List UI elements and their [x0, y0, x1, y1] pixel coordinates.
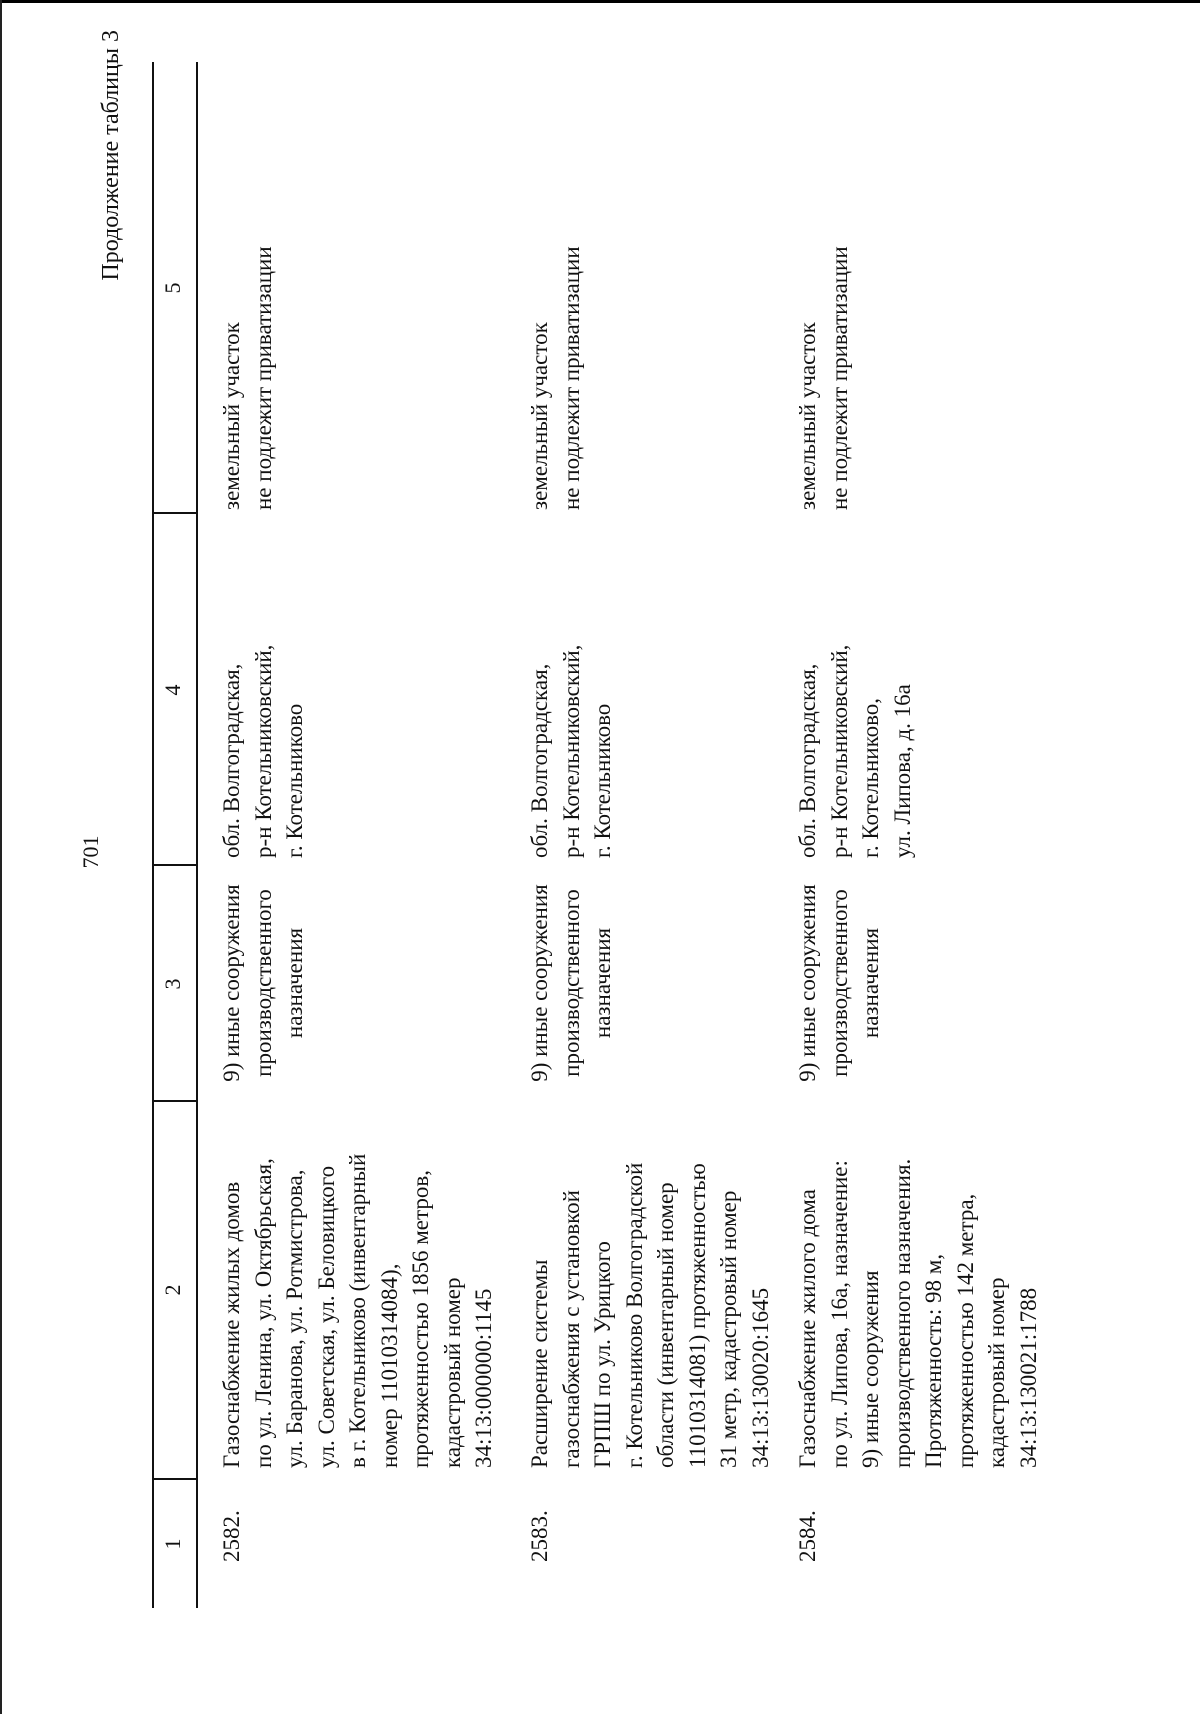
property-table: [152, 62, 1152, 1608]
header-col-5: 5: [160, 282, 185, 294]
header-col-2: 2: [160, 1284, 185, 1296]
object-name: Газоснабжение жилого дома по ул. Липова, 16а, назначение: 9) иные сооружения производственного назначения. Протяженность: 98 м, протяженностью 142 метра, кадастровый номер 34:13:130021:1788: [795, 1158, 1041, 1468]
object-name: Расширение системы газоснабжения с установкой ГРПШ по ул. Урицкого г. Котельниково Волгоградской области (инвентарный номер 11010314081) протяженностью 31 метр, кадастровый номер 34:13:130020:1645: [527, 1162, 773, 1468]
object-note: земельный участок не подлежит приватизации: [219, 246, 276, 510]
row-number: 2582.: [219, 1510, 244, 1562]
object-type: 9) иные сооружения производственного назначения: [795, 884, 883, 1082]
column-divider: [152, 1479, 196, 1481]
object-type: 9) иные сооружения производственного назначения: [527, 884, 615, 1082]
header-col-3: 3: [160, 978, 185, 990]
page-number: 701: [78, 835, 103, 869]
object-name: Газоснабжение жилых домов по ул. Ленина, ул. Октябрьская, ул. Баранова, ул. Ротмистрова, ул. Советская, ул. Беловицкого в г. Котельниково (инвентарный номер 11010314084), протяженностью 1856 метров, кадастровый номер 34:13:000000:1145: [219, 1153, 496, 1468]
object-note: земельный участок не подлежит приватизации: [527, 246, 584, 510]
table-top-border: [152, 62, 154, 1608]
column-divider: [152, 865, 196, 867]
header-bottom-border: [196, 62, 198, 1608]
object-note: земельный участок не подлежит приватизации: [795, 246, 852, 510]
column-divider: [152, 513, 196, 515]
table-caption: Продолжение таблицы 3: [98, 30, 124, 281]
object-type: 9) иные сооружения производственного назначения: [219, 884, 307, 1082]
column-divider: [152, 1101, 196, 1103]
object-address: обл. Волгоградская, р-н Котельниковский, г. Котельниково: [527, 644, 615, 858]
header-col-4: 4: [160, 684, 185, 696]
row-number: 2583.: [527, 1510, 552, 1562]
row-number: 2584.: [795, 1510, 820, 1562]
object-address: обл. Волгоградская, р-н Котельниковский, г. Котельниково: [219, 644, 307, 858]
object-address: обл. Волгоградская, р-н Котельниковский, г. Котельниково, ул. Липова, д. 16а: [795, 644, 915, 858]
header-col-1: 1: [160, 1538, 185, 1550]
